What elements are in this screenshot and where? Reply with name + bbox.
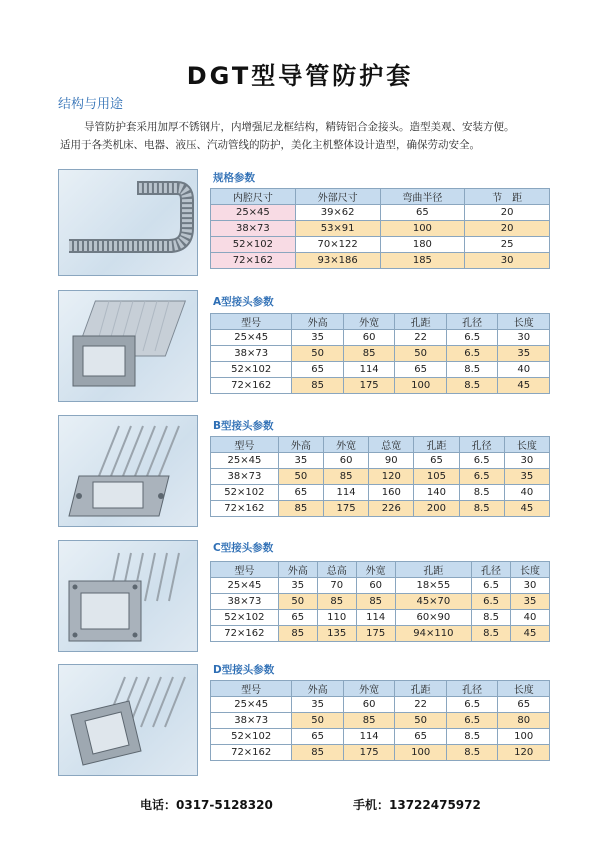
table-cell: 135 xyxy=(317,626,356,642)
table-row xyxy=(211,221,550,237)
col-header: 型号 xyxy=(211,681,292,697)
c-type-table xyxy=(210,561,550,642)
table-cell: 72×162 xyxy=(211,626,279,642)
table-cell: 85 xyxy=(343,346,395,362)
table-row xyxy=(211,501,550,517)
col-header: 总宽 xyxy=(369,437,414,453)
table-cell: 72×162 xyxy=(211,378,292,394)
table-cell: 65 xyxy=(498,697,550,713)
table-row xyxy=(211,578,550,594)
table-cell: 52×102 xyxy=(211,729,292,745)
table-cell: 160 xyxy=(369,485,414,501)
table-row xyxy=(211,626,550,642)
table-row xyxy=(211,729,550,745)
col-header: 孔距 xyxy=(395,314,447,330)
product-photo-c-type xyxy=(58,540,198,652)
table-cell: 18×55 xyxy=(395,578,471,594)
table-cell: 85 xyxy=(356,594,395,610)
table-cell: 25×45 xyxy=(211,453,279,469)
col-header: 外高 xyxy=(278,437,323,453)
table-cell: 85 xyxy=(317,594,356,610)
table-cell: 6.5 xyxy=(446,713,498,729)
table-row xyxy=(211,253,550,269)
table-cell: 52×102 xyxy=(211,362,292,378)
table-cell: 85 xyxy=(278,501,323,517)
table-cell: 6.5 xyxy=(446,697,498,713)
col-header: 型号 xyxy=(211,437,279,453)
table-cell: 60 xyxy=(356,578,395,594)
col-header: 孔距 xyxy=(395,681,447,697)
col-header: 外高 xyxy=(292,314,344,330)
col-header: 孔径 xyxy=(472,562,511,578)
page-title: DGT型导管防护套 xyxy=(186,62,414,90)
col-header: 型号 xyxy=(211,562,279,578)
c-type-table-label: C型接头参数 xyxy=(213,542,274,554)
spec-table-label: 规格参数 xyxy=(213,172,255,184)
table-cell: 38×73 xyxy=(211,594,279,610)
table-cell: 114 xyxy=(356,610,395,626)
table-cell: 90 xyxy=(369,453,414,469)
table-cell: 100 xyxy=(380,221,465,237)
table-row xyxy=(211,697,550,713)
col-header: 总高 xyxy=(317,562,356,578)
table-cell: 72×162 xyxy=(211,501,279,517)
table-cell: 100 xyxy=(395,378,447,394)
table-cell: 175 xyxy=(343,745,395,761)
table-cell: 52×102 xyxy=(211,485,279,501)
table-cell: 60×90 xyxy=(395,610,471,626)
table-cell: 200 xyxy=(414,501,459,517)
table-cell: 94×110 xyxy=(395,626,471,642)
table-cell: 100 xyxy=(395,745,447,761)
table-cell: 114 xyxy=(323,485,368,501)
table-row xyxy=(211,330,550,346)
table-cell: 8.5 xyxy=(459,501,504,517)
table-cell: 38×73 xyxy=(211,713,292,729)
table-cell: 180 xyxy=(380,237,465,253)
table-cell: 70×122 xyxy=(295,237,380,253)
table-cell: 140 xyxy=(414,485,459,501)
table-cell: 80 xyxy=(498,713,550,729)
col-header: 孔距 xyxy=(414,437,459,453)
table-row xyxy=(211,745,550,761)
table-cell: 65 xyxy=(292,729,344,745)
intro-line-1: 导管防护套采用加厚不锈钢片，内增强尼龙框结构，精铸铝合金接头。造型美观、安装方便。 xyxy=(84,121,515,133)
col-header: 孔径 xyxy=(446,314,498,330)
table-cell: 50 xyxy=(292,713,344,729)
table-row xyxy=(211,485,550,501)
product-photo-chain xyxy=(58,169,198,276)
table-cell: 35 xyxy=(278,578,317,594)
table-cell: 38×73 xyxy=(211,221,296,237)
table-cell: 85 xyxy=(292,378,344,394)
col-header: 型号 xyxy=(211,314,292,330)
table-cell: 8.5 xyxy=(446,729,498,745)
table-cell: 25×45 xyxy=(211,205,296,221)
table-cell: 72×162 xyxy=(211,253,296,269)
table-cell: 38×73 xyxy=(211,469,279,485)
table-cell: 6.5 xyxy=(472,594,511,610)
table-cell: 52×102 xyxy=(211,237,296,253)
table-cell: 40 xyxy=(504,485,549,501)
table-cell: 65 xyxy=(395,362,447,378)
table-cell: 50 xyxy=(395,346,447,362)
table-cell: 60 xyxy=(343,330,395,346)
col-header: 长度 xyxy=(504,437,549,453)
col-header: 外宽 xyxy=(356,562,395,578)
table-cell: 85 xyxy=(323,469,368,485)
table-cell: 22 xyxy=(395,697,447,713)
table-cell: 25×45 xyxy=(211,330,292,346)
col-header: 外高 xyxy=(278,562,317,578)
table-cell: 85 xyxy=(343,713,395,729)
table-cell: 110 xyxy=(317,610,356,626)
table-cell: 60 xyxy=(323,453,368,469)
table-row xyxy=(211,453,550,469)
table-cell: 8.5 xyxy=(459,485,504,501)
table-cell: 65 xyxy=(395,729,447,745)
table-cell: 40 xyxy=(511,610,550,626)
table-cell: 45×70 xyxy=(395,594,471,610)
col-header: 内腔尺寸 xyxy=(211,189,296,205)
table-cell: 65 xyxy=(292,362,344,378)
table-row xyxy=(211,205,550,221)
table-cell: 6.5 xyxy=(472,578,511,594)
table-cell: 93×186 xyxy=(295,253,380,269)
col-header: 孔径 xyxy=(446,681,498,697)
table-cell: 45 xyxy=(511,626,550,642)
table-row xyxy=(211,713,550,729)
col-header: 孔距 xyxy=(395,562,471,578)
col-header: 长度 xyxy=(511,562,550,578)
table-cell: 39×62 xyxy=(295,205,380,221)
table-cell: 50 xyxy=(292,346,344,362)
table-cell: 20 xyxy=(465,221,550,237)
table-cell: 114 xyxy=(343,362,395,378)
table-cell: 60 xyxy=(343,697,395,713)
table-cell: 25 xyxy=(465,237,550,253)
table-cell: 120 xyxy=(369,469,414,485)
intro-line-2: 适用于各类机床、电器、液压、汽动管线的防护，美化主机整体设计造型，确保劳动安全。 xyxy=(60,139,480,151)
table-cell: 65 xyxy=(278,610,317,626)
table-cell: 65 xyxy=(414,453,459,469)
col-header: 外宽 xyxy=(343,314,395,330)
table-cell: 25×45 xyxy=(211,697,292,713)
table-cell: 50 xyxy=(395,713,447,729)
table-cell: 35 xyxy=(292,697,344,713)
col-header: 弯曲半径 xyxy=(380,189,465,205)
table-cell: 8.5 xyxy=(472,610,511,626)
table-cell: 35 xyxy=(278,453,323,469)
table-cell: 52×102 xyxy=(211,610,279,626)
col-header: 长度 xyxy=(498,681,550,697)
table-cell: 8.5 xyxy=(446,745,498,761)
table-cell: 35 xyxy=(504,469,549,485)
table-cell: 114 xyxy=(343,729,395,745)
footer-mobile: 手机：13722475972 xyxy=(353,798,481,812)
d-type-table xyxy=(210,680,550,761)
table-row xyxy=(211,237,550,253)
table-cell: 45 xyxy=(498,378,550,394)
table-row xyxy=(211,610,550,626)
table-cell: 35 xyxy=(498,346,550,362)
table-cell: 30 xyxy=(498,330,550,346)
table-cell: 185 xyxy=(380,253,465,269)
table-row xyxy=(211,469,550,485)
product-photo-a-type xyxy=(58,290,198,402)
d-type-table-label: D型接头参数 xyxy=(213,664,275,676)
table-row xyxy=(211,362,550,378)
col-header: 长度 xyxy=(498,314,550,330)
table-cell: 85 xyxy=(292,745,344,761)
table-cell: 38×73 xyxy=(211,346,292,362)
col-header: 外宽 xyxy=(343,681,395,697)
table-row xyxy=(211,594,550,610)
table-cell: 25×45 xyxy=(211,578,279,594)
table-cell: 175 xyxy=(343,378,395,394)
table-cell: 8.5 xyxy=(446,378,498,394)
table-cell: 100 xyxy=(498,729,550,745)
a-type-table-label: A型接头参数 xyxy=(213,296,274,308)
table-row xyxy=(211,346,550,362)
table-cell: 8.5 xyxy=(472,626,511,642)
footer-phone: 电话：0317-5128320 xyxy=(140,798,273,812)
table-cell: 175 xyxy=(356,626,395,642)
table-cell: 45 xyxy=(504,501,549,517)
table-cell: 53×91 xyxy=(295,221,380,237)
table-row xyxy=(211,378,550,394)
table-cell: 6.5 xyxy=(459,453,504,469)
intro-text xyxy=(60,118,560,154)
col-header: 外部尺寸 xyxy=(295,189,380,205)
table-cell: 175 xyxy=(323,501,368,517)
table-cell: 65 xyxy=(380,205,465,221)
table-cell: 70 xyxy=(317,578,356,594)
table-cell: 20 xyxy=(465,205,550,221)
product-photo-d-type xyxy=(58,664,198,776)
table-cell: 6.5 xyxy=(459,469,504,485)
table-cell: 226 xyxy=(369,501,414,517)
a-type-table xyxy=(210,313,550,394)
table-cell: 6.5 xyxy=(446,330,498,346)
col-header: 外高 xyxy=(292,681,344,697)
table-cell: 30 xyxy=(504,453,549,469)
col-header: 外宽 xyxy=(323,437,368,453)
table-cell: 120 xyxy=(498,745,550,761)
section-title: 结构与用途 xyxy=(58,97,124,112)
table-cell: 65 xyxy=(278,485,323,501)
table-cell: 35 xyxy=(292,330,344,346)
table-cell: 50 xyxy=(278,594,317,610)
table-cell: 6.5 xyxy=(446,346,498,362)
table-cell: 22 xyxy=(395,330,447,346)
b-type-table-label: B型接头参数 xyxy=(213,420,274,432)
table-cell: 35 xyxy=(511,594,550,610)
col-header: 孔径 xyxy=(459,437,504,453)
table-cell: 40 xyxy=(498,362,550,378)
product-photo-b-type xyxy=(58,415,198,527)
spec-table xyxy=(210,188,550,269)
table-cell: 30 xyxy=(511,578,550,594)
table-cell: 72×162 xyxy=(211,745,292,761)
table-cell: 105 xyxy=(414,469,459,485)
table-cell: 30 xyxy=(465,253,550,269)
col-header: 节 距 xyxy=(465,189,550,205)
table-cell: 8.5 xyxy=(446,362,498,378)
table-cell: 50 xyxy=(278,469,323,485)
b-type-table xyxy=(210,436,550,517)
table-cell: 85 xyxy=(278,626,317,642)
